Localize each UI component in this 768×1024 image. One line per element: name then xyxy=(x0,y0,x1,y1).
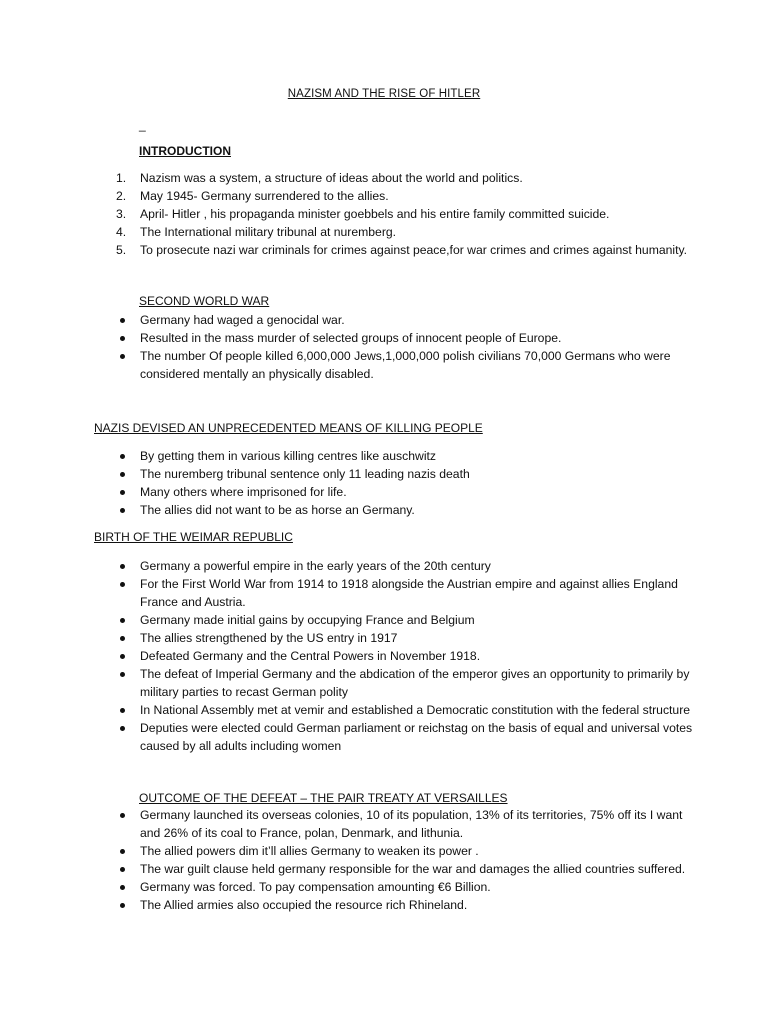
section-heading-introduction: INTRODUCTION xyxy=(139,144,231,158)
section-heading-weimar-republic: BIRTH OF THE WEIMAR REPUBLIC xyxy=(94,530,293,544)
list-item: The allied powers dim it’ll allies Germany to weaken its power . xyxy=(94,842,700,860)
list-item: The number Of people killed 6,000,000 Jews,1,000,000 polish civilians 70,000 Germans who were considered mentally an physically disabled. xyxy=(94,347,700,383)
list-item: 4. The International military tribunal at nuremberg. xyxy=(116,225,397,239)
introduction-list xyxy=(94,169,700,259)
section-heading-killing-means: NAZIS DEVISED AN UNPRECEDENTED MEANS OF KILLING PEOPLE xyxy=(94,421,483,435)
list-item: In National Assembly met at vemir and established a Democratic constitution with the federal structure xyxy=(94,701,700,719)
list-item: The allies did not want to be as horse an Germany. xyxy=(94,501,700,519)
list-item: 3. April- Hitler , his propaganda minister goebbels and his entire family committed suicide. xyxy=(116,207,610,221)
list-item: 1. Nazism was a system, a structure of ideas about the world and politics. xyxy=(116,171,523,185)
list-item: The nuremberg tribunal sentence only 11 leading nazis death xyxy=(94,465,700,483)
list-item: Germany had waged a genocidal war. xyxy=(94,311,700,329)
list-item: The Allied armies also occupied the resource rich Rhineland. xyxy=(94,896,700,914)
list-item: The war guilt clause held germany responsible for the war and damages the allied countries suffered. xyxy=(94,860,700,878)
section-heading-second-world-war: SECOND WORLD WAR xyxy=(139,294,270,308)
list-item: The allies strengthened by the US entry in 1917 xyxy=(94,629,700,647)
dash-mark: _ xyxy=(139,118,146,132)
list-item: Germany launched its overseas colonies, 10 of its population, 13% of its territories, 75% off its I want and 26% of its coal to France, polan, Denmark, and lithunia. xyxy=(94,806,700,842)
list-item: The defeat of Imperial Germany and the abdication of the emperor gives an opportunity to primarily by military parties to recast German polity xyxy=(94,665,700,701)
weimar-republic-list xyxy=(94,557,700,755)
list-item: 5. To prosecute nazi war criminals for crimes against peace,for war crimes and crimes against humanity. xyxy=(116,243,688,257)
list-item: For the First World War from 1914 to 1918 alongside the Austrian empire and against allies England France and Austria. xyxy=(94,575,700,611)
document-title: NAZISM AND THE RISE OF HITLER xyxy=(287,88,481,100)
killing-means-list xyxy=(94,447,700,519)
second-world-war-list xyxy=(94,311,700,383)
list-item: Germany made initial gains by occupying France and Belgium xyxy=(94,611,700,629)
list-item: By getting them in various killing centres like auschwitz xyxy=(94,447,700,465)
list-item: 2. May 1945- Germany surrendered to the allies. xyxy=(116,189,389,203)
list-item: Resulted in the mass murder of selected groups of innocent people of Europe. xyxy=(94,329,700,347)
versailles-list xyxy=(94,806,700,914)
list-item: Defeated Germany and the Central Powers in November 1918. xyxy=(94,647,700,665)
list-item: Deputies were elected could German parliament or reichstag on the basis of equal and universal votes caused by all adults including women xyxy=(94,719,700,755)
list-item: Many others where imprisoned for life. xyxy=(94,483,700,501)
list-item: Germany was forced. To pay compensation amounting €6 Billion. xyxy=(94,878,700,896)
section-heading-versailles: OUTCOME OF THE DEFEAT – THE PAIR TREATY AT VERSAILLES xyxy=(139,791,508,805)
list-item: Germany a powerful empire in the early years of the 20th century xyxy=(94,557,700,575)
